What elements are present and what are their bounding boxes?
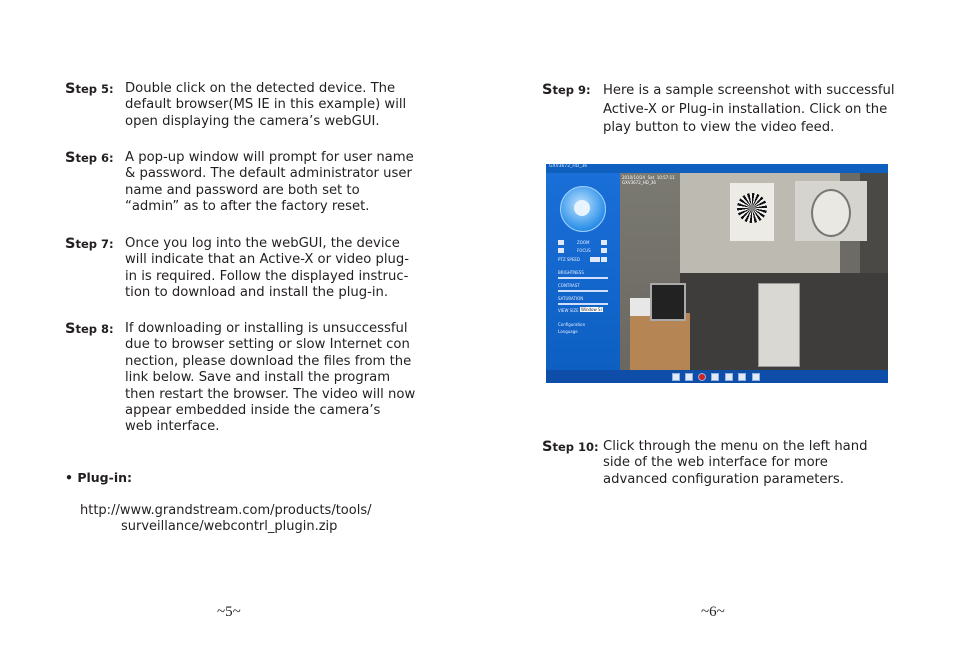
video-feed xyxy=(620,173,888,370)
saturation-label: SATURATION xyxy=(558,296,584,301)
color-chart-image xyxy=(795,181,867,241)
focus-label: FOCUS xyxy=(577,248,591,253)
test-chart-image xyxy=(730,183,774,241)
zoom-plus-button[interactable] xyxy=(601,240,607,245)
video-overlay-text: 2010/10/24 Sat 10:57:11 GXV3672_HD_36 xyxy=(622,175,675,185)
focus-minus-button[interactable] xyxy=(558,248,564,253)
zoom-minus-button[interactable] xyxy=(558,240,564,245)
contrast-label: CONTRAST xyxy=(558,283,580,288)
ptz-home-icon[interactable] xyxy=(574,200,590,216)
video-toolbar xyxy=(546,370,888,383)
saturation-slider[interactable] xyxy=(558,303,608,305)
focus-plus-button[interactable] xyxy=(601,248,607,253)
step-text: A pop-up window will prompt for user name & password. The default administrator user name and password are both set to “admin” as to after the factory reset. xyxy=(125,150,414,215)
step-label: Step 10: xyxy=(542,439,599,455)
step-label: Step 5: xyxy=(65,81,114,97)
ptz-speed-label: PTZ SPEED xyxy=(558,257,580,262)
view-size-select[interactable]: Window Si xyxy=(581,307,602,312)
stop-icon[interactable] xyxy=(672,373,680,381)
ptz-speed-apply-button[interactable] xyxy=(601,257,607,262)
step-label: Step 7: xyxy=(65,236,114,252)
snapshot-icon[interactable] xyxy=(711,373,719,381)
talk-icon[interactable] xyxy=(738,373,746,381)
video-phone-image xyxy=(650,283,686,321)
audio-icon[interactable] xyxy=(725,373,733,381)
step-text: Here is a sample screenshot with successful Active-X or Plug-in installation. Click on the play button to view the video feed. xyxy=(603,83,895,135)
play-icon[interactable] xyxy=(685,373,693,381)
step-label: Step 9: xyxy=(542,82,591,98)
page-number-right: ~6~ xyxy=(701,604,725,620)
webgui-screenshot xyxy=(546,164,888,383)
screenshot-titlebar: GXV3672_HD_36 xyxy=(546,164,888,173)
step-text: Click through the menu on the left hand side of the web interface for more advanced configuration parameters. xyxy=(603,439,868,487)
zoom-label: ZOOM xyxy=(577,240,590,245)
brightness-slider[interactable] xyxy=(558,277,608,279)
step-text: If downloading or installing is unsuccessful due to browser setting or slow Internet con nection, please download the files from the link below. Save and install the program then restart the browser. The video will now appear embedded inside the camera’s web interface. xyxy=(125,321,416,435)
step-label: Step 8: xyxy=(65,321,114,337)
configuration-link[interactable]: Configuration xyxy=(558,322,586,327)
ptz-speed-select[interactable] xyxy=(590,257,600,262)
view-size-label: VIEW SIZE xyxy=(558,308,579,313)
fullscreen-icon[interactable] xyxy=(752,373,760,381)
language-link[interactable]: Language xyxy=(558,329,578,334)
brightness-label: BRIGHTNESS xyxy=(558,270,584,275)
contrast-slider[interactable] xyxy=(558,290,608,292)
step-text: Once you log into the webGUI, the device will indicate that an Active-X or video plug- in is required. Follow the displayed instruc- tion to download and install the plug-in. xyxy=(125,236,409,301)
plugin-url[interactable]: http://www.grandstream.com/products/tools/ surveillance/webcontrl_plugin.zip xyxy=(80,503,372,535)
page-number-left: ~5~ xyxy=(217,604,241,620)
step-text: Double click on the detected device. The default browser(MS IE in this example) will open displaying the camera’s webGUI. xyxy=(125,81,407,129)
record-icon[interactable] xyxy=(698,373,706,381)
plugin-heading: • Plug-in: xyxy=(65,470,133,485)
step-label: Step 6: xyxy=(65,150,114,166)
control-panel xyxy=(546,173,620,370)
